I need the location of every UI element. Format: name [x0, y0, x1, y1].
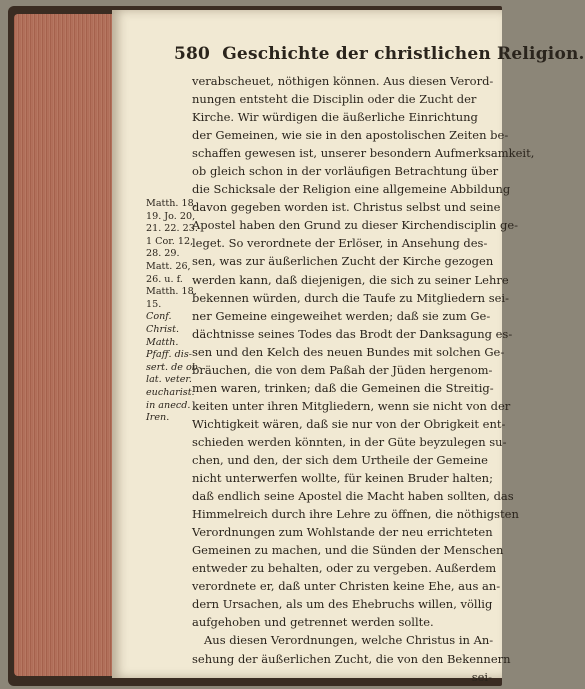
text-line: sen und den Kelch des neuen Bundes mit solchen Ge-	[192, 344, 505, 359]
margin-note: 26. u. f.	[146, 273, 183, 285]
catchword: sei-	[471, 669, 492, 684]
text-line: sehung der äußerlichen Zucht, die von den Bekennern	[192, 651, 511, 666]
text-line: der Gemeinen, wie sie in den apostolischen Zeiten be-	[192, 128, 509, 143]
margin-note: 28. 29.	[146, 248, 180, 260]
book-page	[112, 10, 585, 684]
margin-note: sert. de ob-	[146, 361, 202, 373]
margin-note: Conf.	[146, 311, 172, 323]
margin-note: 15.	[146, 298, 162, 310]
text-line: Wichtigkeit wären, daß sie nur von der Obrigkeit ent-	[192, 416, 506, 431]
text-line: Apostel haben den Grund zu dieser Kirchendisciplin ge-	[192, 218, 519, 233]
text-line: dern Ursachen, als um des Ehebruchs willen, völlig	[192, 597, 493, 612]
page-number: 580	[174, 44, 211, 64]
text-line: die Schicksale der Religion eine allgemeine Abbildung	[192, 182, 511, 197]
text-line: Aus diesen Verordnungen, welche Christus in An-	[204, 633, 494, 648]
text-line: davon gegeben worden ist. Christus selbst und seine	[192, 200, 501, 215]
text-line: ob gleich schon in der vorläufigen Betrachtung über	[192, 164, 499, 179]
text-line: werden kann, daß diejenigen, die sich zu seiner Lehre	[192, 272, 509, 287]
margin-note: in anecd.	[146, 399, 191, 411]
body-text	[192, 72, 535, 686]
text-line: bräuchen, die von dem Paßah der Jüden hergenom-	[192, 362, 493, 377]
text-line: leget. So verordnete der Erlöser, in Ansehung des-	[192, 236, 488, 251]
text-line: ner Gemeine eingeweihet werden; daß sie zum Ge-	[192, 308, 491, 323]
margin-note: Matth.	[146, 336, 179, 348]
text-line: schaffen gewesen ist, unserer besondern Aufmerksamkeit,	[192, 146, 535, 161]
text-line: Gemeinen zu machen, und die Sünden der Menschen	[192, 543, 504, 558]
margin-note: Iren.	[146, 412, 170, 424]
text-line: keiten unter ihren Mitgliedern, wenn sie nicht von der	[192, 398, 511, 413]
margin-note: Matth. 18,	[146, 198, 197, 209]
margin-note: 21. 22. 23.	[146, 223, 198, 235]
text-line: aufgehoben und getrennet werden sollte.	[192, 615, 434, 630]
text-line: sen, was zur äußerlichen Zucht der Kirche gezogen	[192, 254, 494, 269]
margin-note: 19. Jo. 20,	[146, 210, 196, 222]
text-line: Kirche. Wir würdigen die äußerliche Einrichtung	[192, 110, 478, 125]
page-header	[174, 44, 585, 64]
text-line: schieden werden könnten, in der Güte beyzulegen su-	[192, 434, 507, 449]
text-line: nicht unterwerfen wollte, für keinen Bruder halten;	[192, 471, 493, 486]
margin-note: eucharist.	[146, 386, 195, 398]
text-line: dächtnisse seines Todes das Brodt der Danksagung es-	[192, 326, 513, 341]
text-line: Verordnungen zum Wohlstande der neu errichteten	[192, 525, 493, 540]
page-edges	[14, 14, 114, 676]
text-line: bekennen würden, durch die Taufe zu Mitgliedern sei-	[192, 290, 509, 305]
margin-note: Matt. 26,	[146, 260, 191, 272]
margin-note: 1 Cor. 12,	[146, 235, 194, 247]
text-line: Himmelreich durch ihre Lehre zu öffnen, die nöthigsten	[192, 507, 519, 522]
text-line: daß endlich seine Apostel die Macht haben sollten, das	[192, 489, 514, 504]
margin-note: Matth. 18,	[146, 286, 197, 298]
text-line: entweder zu behalten, oder zu vergeben. Außerdem	[192, 561, 497, 576]
text-line: nungen entsteht die Disciplin oder die Zucht der	[192, 92, 477, 107]
margin-note: Pfaff. dis-	[146, 349, 192, 361]
margin-note: lat. veter.	[146, 374, 192, 386]
text-line: verordnete er, daß unter Christen keine Ehe, aus an-	[192, 579, 501, 594]
margin-note: Christ.	[146, 323, 180, 335]
text-line: verabscheuet, nöthigen können. Aus diesen Verord-	[192, 74, 494, 88]
running-title: Geschichte der christlichen Religion.	[222, 44, 585, 64]
text-line: men waren, trinken; daß die Gemeinen die Streitig-	[192, 380, 494, 395]
text-line: chen, und den, der sich dem Urtheile der Gemeine	[192, 452, 488, 467]
